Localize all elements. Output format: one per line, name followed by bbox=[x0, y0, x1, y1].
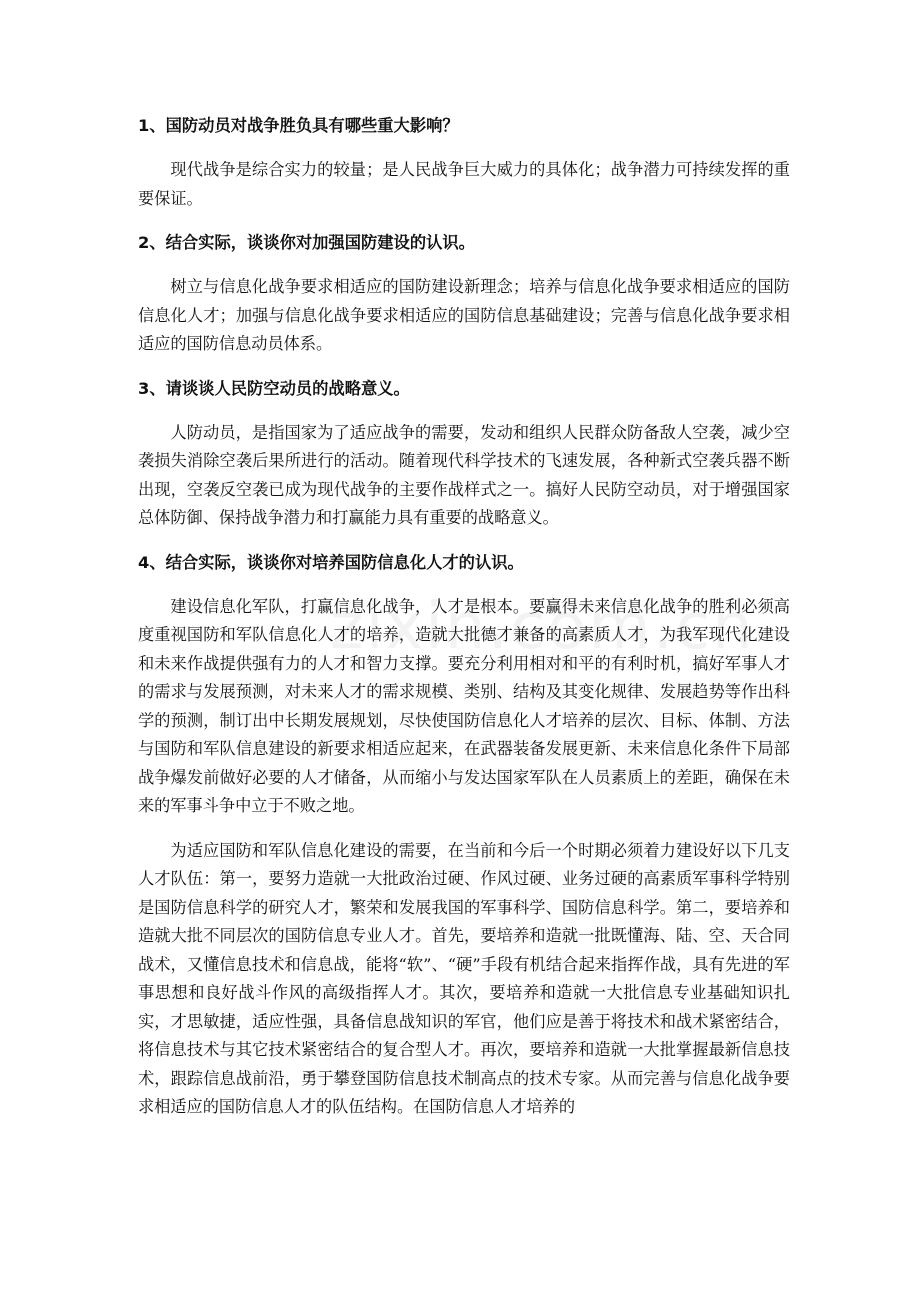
section-heading: 3、请谈谈人民防空动员的战略意义。 bbox=[138, 378, 410, 398]
section-3 bbox=[138, 375, 790, 533]
section-heading: 4、结合实际，谈谈你对培养国防信息化人才的认识。 bbox=[138, 552, 524, 572]
section-heading: 2、结合实际，谈谈你对加强国防建设的认识。 bbox=[138, 233, 475, 252]
paragraph: 人防动员，是指国家为了适应战争的需要，发动和组织人民群众防备敌人空袭，减少空袭损失消除空袭后果所进行的活动。随着现代科学技术的飞速发展，各种新式空袭兵器不断出现，空袭反空袭已成为现代战争的主要作战样式之一。搞好人民防空动员，对于增强国家总体防御、保持战争潜力和打赢能力具有重要的战略意义。 bbox=[138, 422, 790, 527]
paragraph: 为适应国防和军队信息化建设的需要，在当前和今后一个时期必须着力建设好以下几支人才队伍：第一，要努力造就一大批政治过硬、作风过硬、业务过硬的高素质军事科学特别是国防信息科学的研究人才，繁荣和发展我国的军事科学、国防信息科学。第二，要培养和造就大批不同层次的国防信息专业人才。首先，要培养和造就一批既懂海、陆、空、天合同战术，又懂信息技术和信息战，能将“软”、“硬”手段有机结合起来指挥作战，具有先进的军事思想和良好战斗作风的高级指挥人才。其次，要培养和造就一大批信息专业基础知识扎实，才思敏捷，适应性强，具备信息战知识的军官，他们应是善于将技术和战术紧密结合，将信息技术与其它技术紧密结合的复合型人才。再次，要培养和造就一大批掌握最新信息技术，跟踪信息战前沿，勇于攀登国防信息技术制高点的技术专家。从而完善与信息化战争要求相适应的国防信息人才的队伍结构。在国防信息人才培养的 bbox=[138, 840, 790, 1116]
document-body bbox=[138, 112, 790, 1138]
paragraph: 建设信息化军队，打赢信息化战争，人才是根本。要赢得未来信息化战争的胜利必须高度重视国防和军队信息化人才的培养，造就大批德才兼备的高素质人才，为我军现代化建设和未来作战提供强有力的人才和智力支撑。要充分利用相对和平的有利时机，搞好军事人才的需求与发展预测，对未来人才的需求规模、类别、结构及其变化规律、发展趋势等作出科学的预测，制订出中长期发展规划，尽快使国防信息化人才培养的层次、目标、体制、方法与国防和军队信息建设的新要求相适应起来，在武器装备发展更新、未来信息化条件下局部战争爆发前做好必要的人才储备，从而缩小与发达国家军队在人员素质上的差距，确保在未来的军事斗争中立于不败之地。 bbox=[138, 596, 790, 815]
section-heading: 1、国防动员对战争胜负具有哪些重大影响？ bbox=[138, 116, 459, 135]
section-1 bbox=[138, 112, 790, 213]
paragraph: 树立与信息化战争要求相适应的国防建设新理念；培养与信息化战争要求相适应的国防信息化人才；加强与信息化战争要求相适应的国防信息基础建设；完善与信息化战争要求相适应的国防信息动员体系。 bbox=[138, 277, 790, 353]
section-2 bbox=[138, 229, 790, 359]
paragraph: 现代战争是综合实力的较量；是人民战争巨大威力的具体化；战争潜力可持续发挥的重要保证。 bbox=[138, 160, 790, 208]
section-4 bbox=[138, 549, 790, 1122]
